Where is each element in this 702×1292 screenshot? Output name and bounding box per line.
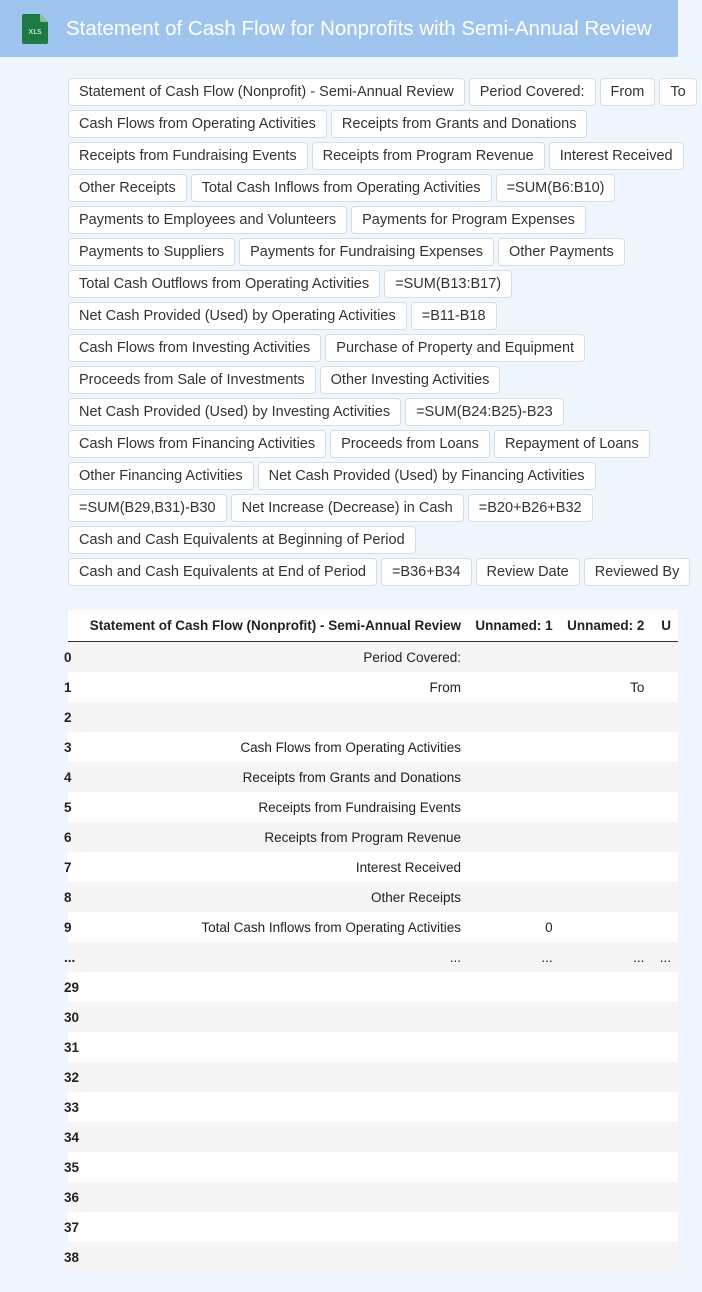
column-header[interactable]: U bbox=[651, 610, 678, 642]
table-cell[interactable]: 0 bbox=[468, 912, 560, 942]
xls-file-icon bbox=[22, 14, 48, 44]
table-cell[interactable] bbox=[651, 1152, 678, 1182]
table-cell[interactable] bbox=[560, 642, 652, 673]
table-cell[interactable] bbox=[468, 1032, 560, 1062]
table-cell[interactable] bbox=[468, 792, 560, 822]
table-cell[interactable]: ... bbox=[468, 942, 560, 972]
table-row bbox=[68, 762, 678, 792]
table-cell[interactable] bbox=[560, 1212, 652, 1242]
column-chip[interactable]: =B20+B26+B32 bbox=[468, 494, 593, 522]
column-chip[interactable]: Total Cash Outflows from Operating Activities bbox=[68, 270, 380, 298]
table-row bbox=[68, 1212, 678, 1242]
table-cell[interactable] bbox=[651, 1182, 678, 1212]
table-cell[interactable] bbox=[468, 1122, 560, 1152]
table-cell[interactable] bbox=[560, 702, 652, 732]
table-cell[interactable] bbox=[651, 732, 678, 762]
row-index-label: 0 bbox=[64, 649, 72, 665]
row-index-label: 7 bbox=[64, 859, 72, 875]
row-index-label: 5 bbox=[64, 799, 72, 815]
svg-text:XLS: XLS bbox=[28, 27, 42, 36]
table-row bbox=[68, 792, 678, 822]
table-cell[interactable] bbox=[560, 1002, 652, 1032]
table-cell[interactable] bbox=[79, 1122, 468, 1152]
table-cell[interactable] bbox=[468, 822, 560, 852]
table-cell[interactable] bbox=[560, 852, 652, 882]
table-cell[interactable] bbox=[560, 1242, 652, 1272]
table-cell[interactable]: Receipts from Program Revenue bbox=[79, 822, 468, 852]
column-chip[interactable]: To bbox=[659, 78, 696, 106]
table-cell[interactable] bbox=[560, 762, 652, 792]
column-chip[interactable]: =B11-B18 bbox=[411, 302, 497, 330]
table-cell[interactable] bbox=[79, 1032, 468, 1062]
table-cell[interactable]: To bbox=[560, 672, 652, 702]
column-chip[interactable]: =SUM(B6:B10) bbox=[496, 174, 616, 202]
table-cell[interactable] bbox=[468, 1242, 560, 1272]
column-chip[interactable]: Receipts from Program Revenue bbox=[312, 142, 545, 170]
table-cell[interactable]: Total Cash Inflows from Operating Activities bbox=[79, 912, 468, 942]
row-index-label: 37 bbox=[64, 1219, 80, 1235]
column-header[interactable]: Unnamed: 2 bbox=[560, 610, 652, 642]
row-index bbox=[64, 1092, 80, 1122]
data-table bbox=[64, 610, 678, 1272]
column-chip[interactable]: Cash and Cash Equivalents at End of Period bbox=[68, 558, 377, 586]
table-cell[interactable]: Cash Flows from Operating Activities bbox=[79, 732, 468, 762]
column-header[interactable] bbox=[68, 610, 79, 642]
table-cell[interactable] bbox=[651, 852, 678, 882]
column-chip[interactable]: Other Investing Activities bbox=[320, 366, 501, 394]
table-cell[interactable] bbox=[468, 672, 560, 702]
table-cell[interactable] bbox=[468, 1182, 560, 1212]
table-cell[interactable] bbox=[560, 1182, 652, 1212]
table-row bbox=[68, 1122, 678, 1152]
table-cell[interactable] bbox=[79, 1062, 468, 1092]
row-index bbox=[64, 1242, 80, 1272]
column-chip[interactable]: Cash Flows from Investing Activities bbox=[68, 334, 321, 362]
table-row bbox=[68, 672, 678, 702]
row-index-label: 32 bbox=[64, 1069, 80, 1085]
column-chip[interactable]: Net Cash Provided (Used) by Investing Activities bbox=[68, 398, 401, 426]
table-cell[interactable] bbox=[651, 762, 678, 792]
row-index-label: 34 bbox=[64, 1129, 80, 1145]
table-row bbox=[68, 1242, 678, 1272]
table-cell[interactable] bbox=[651, 1062, 678, 1092]
column-chip[interactable]: From bbox=[600, 78, 656, 106]
row-index-label: 35 bbox=[64, 1159, 80, 1175]
table-row bbox=[68, 822, 678, 852]
column-chip[interactable]: Cash Flows from Operating Activities bbox=[68, 110, 327, 138]
table-cell[interactable] bbox=[560, 822, 652, 852]
header-chip-list bbox=[68, 78, 702, 586]
column-chip[interactable]: Statement of Cash Flow (Nonprofit) - Semi-Annual Review bbox=[68, 78, 465, 106]
table-cell[interactable] bbox=[651, 702, 678, 732]
table-row bbox=[68, 1152, 678, 1182]
table-row bbox=[68, 1002, 678, 1032]
table-cell[interactable] bbox=[560, 732, 652, 762]
table-row bbox=[68, 912, 678, 942]
row-index bbox=[64, 1032, 80, 1062]
row-index bbox=[64, 1002, 80, 1032]
column-chip[interactable]: Receipts from Fundraising Events bbox=[68, 142, 308, 170]
table-cell[interactable] bbox=[468, 972, 560, 1002]
row-index bbox=[64, 1212, 80, 1242]
row-index bbox=[64, 792, 79, 822]
row-index-label: 36 bbox=[64, 1189, 80, 1205]
row-index bbox=[64, 702, 79, 732]
column-chip[interactable]: Repayment of Loans bbox=[494, 430, 650, 458]
table-cell[interactable] bbox=[468, 1002, 560, 1032]
table-cell[interactable] bbox=[79, 1242, 468, 1272]
column-chip[interactable]: Payments to Suppliers bbox=[68, 238, 235, 266]
row-index-label: 4 bbox=[64, 769, 72, 785]
table-cell[interactable]: Interest Received bbox=[79, 852, 468, 882]
table-cell[interactable] bbox=[468, 732, 560, 762]
column-chip[interactable]: Payments to Employees and Volunteers bbox=[68, 206, 347, 234]
table-cell[interactable]: ... bbox=[651, 942, 678, 972]
column-header[interactable]: Statement of Cash Flow (Nonprofit) - Semi-Annual Review bbox=[79, 610, 468, 642]
table-cell[interactable] bbox=[79, 1002, 468, 1032]
table-cell[interactable] bbox=[560, 1062, 652, 1092]
row-index-label: 9 bbox=[64, 919, 72, 935]
table-header-row bbox=[68, 610, 678, 642]
table-cell[interactable] bbox=[468, 762, 560, 792]
column-chip[interactable]: Review Date bbox=[476, 558, 580, 586]
table-cell[interactable] bbox=[468, 882, 560, 912]
table-cell[interactable] bbox=[651, 672, 678, 702]
column-chip[interactable]: =SUM(B29,B31)-B30 bbox=[68, 494, 227, 522]
row-index bbox=[64, 942, 79, 972]
table-cell[interactable] bbox=[468, 642, 560, 673]
table-cell[interactable] bbox=[468, 1212, 560, 1242]
table-cell[interactable] bbox=[651, 882, 678, 912]
row-index-label: 33 bbox=[64, 1099, 80, 1115]
data-table-container[interactable] bbox=[64, 610, 678, 1272]
row-index-label: 30 bbox=[64, 1009, 80, 1025]
column-chip[interactable]: Cash Flows from Financing Activities bbox=[68, 430, 326, 458]
table-cell[interactable] bbox=[651, 822, 678, 852]
table-row bbox=[68, 852, 678, 882]
table-cell[interactable] bbox=[651, 1092, 678, 1122]
row-index-label: 1 bbox=[64, 679, 72, 695]
row-index bbox=[64, 732, 79, 762]
column-chip[interactable]: Net Cash Provided (Used) by Financing Activities bbox=[258, 462, 596, 490]
column-chip[interactable]: Other Receipts bbox=[68, 174, 187, 202]
table-cell[interactable] bbox=[468, 702, 560, 732]
table-cell[interactable] bbox=[651, 1242, 678, 1272]
column-chip[interactable]: Net Cash Provided (Used) by Operating Activities bbox=[68, 302, 407, 330]
table-cell[interactable] bbox=[79, 1182, 468, 1212]
table-cell[interactable] bbox=[651, 792, 678, 822]
table-cell[interactable] bbox=[79, 1152, 468, 1182]
column-chip[interactable]: =B36+B34 bbox=[381, 558, 472, 586]
row-index-label: 29 bbox=[64, 979, 80, 995]
column-chip[interactable]: Payments for Program Expenses bbox=[351, 206, 586, 234]
table-cell[interactable] bbox=[560, 882, 652, 912]
table-cell[interactable]: Receipts from Grants and Donations bbox=[79, 762, 468, 792]
table-row bbox=[68, 1092, 678, 1122]
table-cell[interactable] bbox=[560, 792, 652, 822]
row-index bbox=[64, 972, 80, 1002]
row-index-label: ... bbox=[64, 949, 76, 965]
column-header[interactable]: Unnamed: 1 bbox=[468, 610, 560, 642]
table-row bbox=[68, 1182, 678, 1212]
row-index bbox=[64, 642, 79, 673]
table-cell[interactable]: ... bbox=[560, 942, 652, 972]
table-cell[interactable] bbox=[560, 972, 652, 1002]
table-cell[interactable] bbox=[468, 1062, 560, 1092]
table-cell[interactable] bbox=[79, 702, 468, 732]
table-cell[interactable] bbox=[651, 1122, 678, 1152]
row-index-label: 6 bbox=[64, 829, 72, 845]
table-cell[interactable] bbox=[651, 1032, 678, 1062]
table-cell[interactable] bbox=[468, 1152, 560, 1182]
row-index bbox=[64, 1182, 80, 1212]
row-index-label: 3 bbox=[64, 739, 72, 755]
column-chip[interactable]: Payments for Fundraising Expenses bbox=[239, 238, 494, 266]
column-chip[interactable]: Cash and Cash Equivalents at Beginning of Period bbox=[68, 526, 416, 554]
table-cell[interactable] bbox=[468, 1092, 560, 1122]
table-cell[interactable] bbox=[651, 972, 678, 1002]
row-index bbox=[64, 1152, 80, 1182]
table-row bbox=[68, 702, 678, 732]
table-cell[interactable]: Period Covered: bbox=[79, 642, 468, 673]
table-row bbox=[68, 882, 678, 912]
table-row bbox=[68, 972, 678, 1002]
column-chip[interactable]: Total Cash Inflows from Operating Activities bbox=[191, 174, 492, 202]
table-row bbox=[68, 1032, 678, 1062]
row-index-label: 38 bbox=[64, 1249, 80, 1265]
table-cell[interactable] bbox=[79, 1092, 468, 1122]
row-index bbox=[64, 852, 79, 882]
row-index bbox=[64, 882, 79, 912]
row-index bbox=[64, 1062, 80, 1092]
table-cell[interactable] bbox=[79, 972, 468, 1002]
table-cell[interactable] bbox=[79, 1212, 468, 1242]
table-cell[interactable]: Other Receipts bbox=[79, 882, 468, 912]
column-chip[interactable]: Receipts from Grants and Donations bbox=[331, 110, 588, 138]
table-cell[interactable]: Receipts from Fundraising Events bbox=[79, 792, 468, 822]
table-cell[interactable] bbox=[560, 1122, 652, 1152]
table-cell[interactable] bbox=[560, 1092, 652, 1122]
column-chip[interactable]: Net Increase (Decrease) in Cash bbox=[231, 494, 464, 522]
table-cell[interactable] bbox=[651, 642, 678, 673]
table-cell[interactable] bbox=[651, 1212, 678, 1242]
table-cell[interactable] bbox=[651, 1002, 678, 1032]
table-cell[interactable]: From bbox=[79, 672, 468, 702]
column-chip[interactable]: Proceeds from Sale of Investments bbox=[68, 366, 316, 394]
table-body bbox=[64, 642, 678, 1273]
table-row bbox=[68, 642, 678, 673]
column-chip[interactable]: Other Payments bbox=[498, 238, 625, 266]
table-cell[interactable]: ... bbox=[79, 942, 468, 972]
column-chip[interactable]: Period Covered: bbox=[469, 78, 596, 106]
table-cell[interactable] bbox=[560, 912, 652, 942]
row-index-label: 31 bbox=[64, 1039, 80, 1055]
row-index-label: 2 bbox=[64, 709, 72, 725]
column-chip[interactable]: Purchase of Property and Equipment bbox=[325, 334, 585, 362]
column-chip[interactable]: Interest Received bbox=[549, 142, 684, 170]
table-cell[interactable] bbox=[651, 912, 678, 942]
column-chip[interactable]: Reviewed By bbox=[584, 558, 691, 586]
column-chip[interactable]: Other Financing Activities bbox=[68, 462, 254, 490]
table-cell[interactable] bbox=[560, 1152, 652, 1182]
table-row bbox=[68, 732, 678, 762]
column-chip[interactable]: =SUM(B13:B17) bbox=[384, 270, 512, 298]
page-title: Statement of Cash Flow for Nonprofits with Semi-Annual Review bbox=[66, 16, 652, 40]
row-index bbox=[64, 1122, 80, 1152]
column-chip[interactable]: =SUM(B24:B25)-B23 bbox=[405, 398, 564, 426]
app-header bbox=[0, 0, 678, 57]
table-cell[interactable] bbox=[560, 1032, 652, 1062]
row-index bbox=[64, 762, 79, 792]
table-row bbox=[68, 1062, 678, 1092]
column-chip[interactable]: Proceeds from Loans bbox=[330, 430, 490, 458]
table-row bbox=[68, 942, 678, 972]
row-index bbox=[64, 822, 79, 852]
table-cell[interactable] bbox=[468, 852, 560, 882]
row-index bbox=[64, 672, 79, 702]
row-index bbox=[64, 912, 79, 942]
row-index-label: 8 bbox=[64, 889, 72, 905]
